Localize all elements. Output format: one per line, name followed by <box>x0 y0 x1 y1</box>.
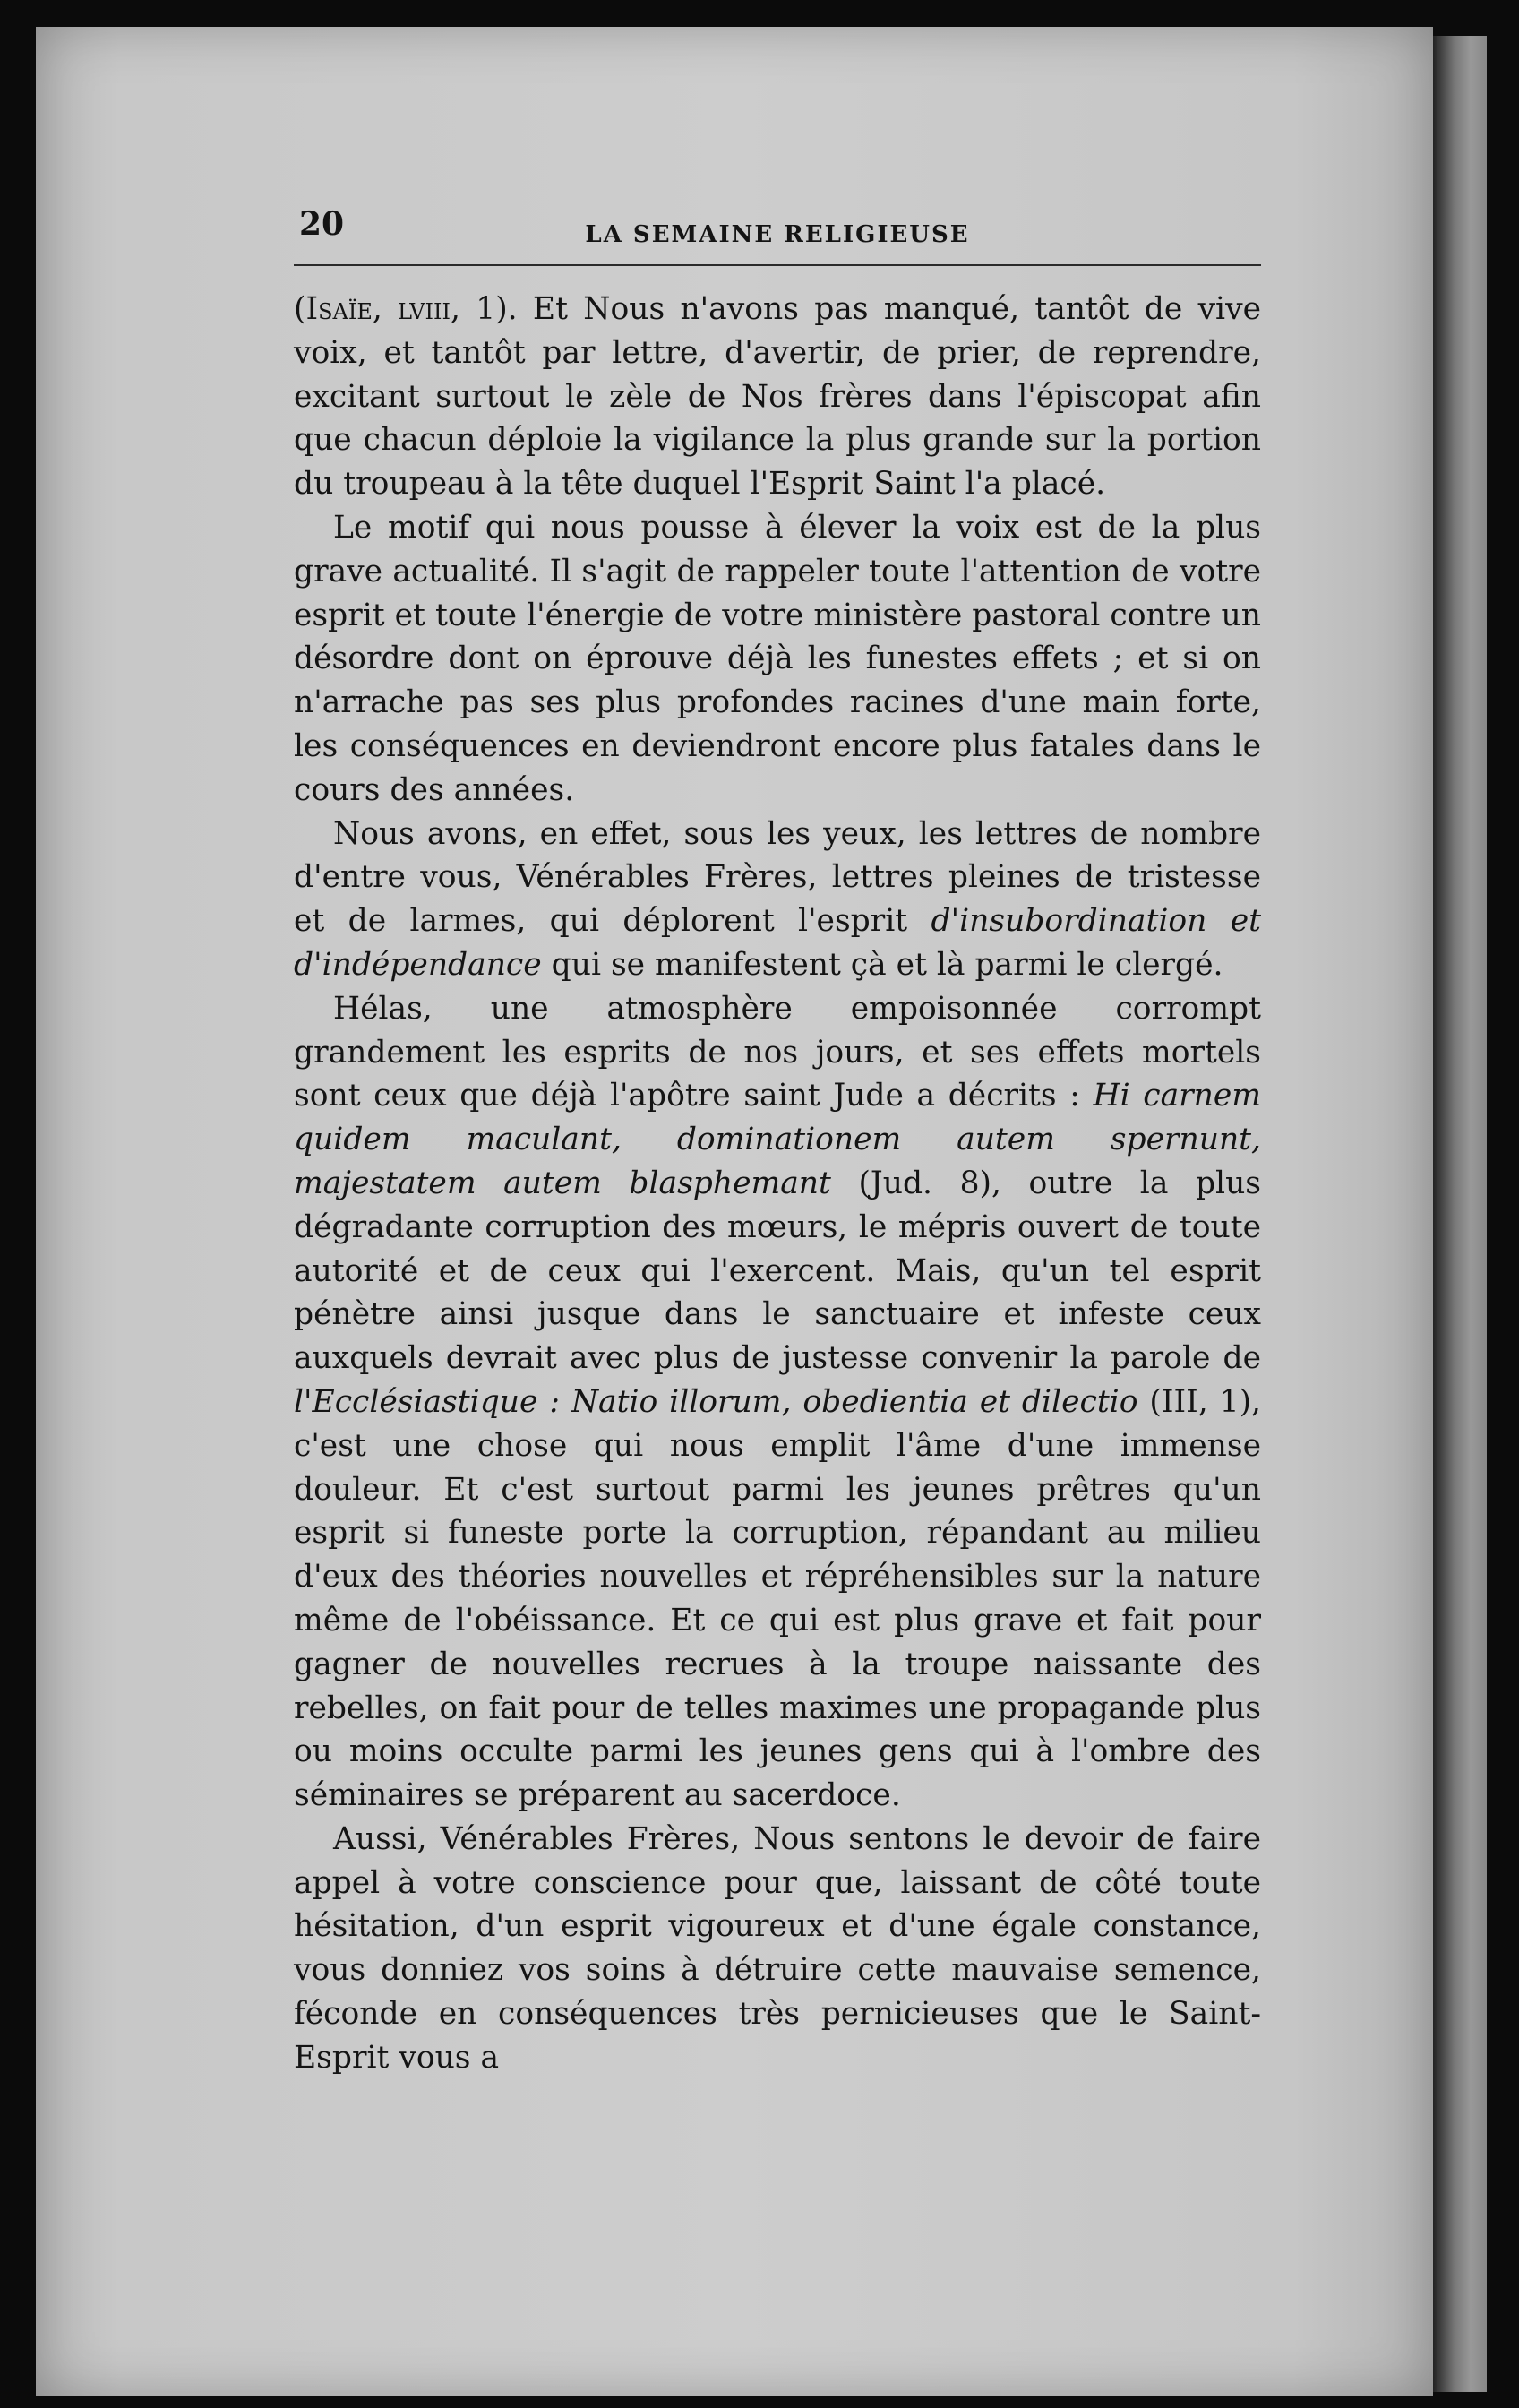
paragraph-2-text: Le motif qui nous pousse à élever la voix est de la plus grave actualité. Il s'agit de rappeler toute l'attention de votre esprit et toute l'énergie de votre ministère pastoral contre un désordre dont on éprouve déjà les funestes effets ; et si on n'arrache pas ses plus profondes racines d'une main forte, les conséquences en deviendront encore plus fatales dans le cours des années. <box>294 509 1261 808</box>
paragraph-3 <box>294 813 1261 987</box>
paragraph-1 <box>294 288 1261 506</box>
paragraph-5-text: Aussi, Vénérables Frères, Nous sentons le devoir de faire appel à votre conscience pour que, laissant de côté toute hésitation, d'un esprit vigoureux et d'une égale constance, vous donniez vos soins à détruire cette mauvaise semence, féconde en conséquences très pernicieuses que le Saint-Esprit vous a <box>294 1820 1261 2076</box>
paragraph-4-text-c: (III, 1), c'est une chose qui nous emplit l'âme d'une immense douleur. Et c'est surtout parmi les jeunes prêtres qu'un esprit si funeste porte la corruption, répandant au milieu d'eux des théories nouvelles et répréhensibles sur la nature même de l'obéissance. Et ce qui est plus grave et fait pour gagner de nouvelles recrues à la troupe naissante des rebelles, on fait pour de telles maximes une propagande plus ou moins occulte parmi les jeunes gens qui à l'ombre des séminaires se préparent au sacerdoce. <box>294 1383 1261 1814</box>
paragraph-4 <box>294 987 1261 1818</box>
body-text <box>294 288 1261 2080</box>
adjacent-page-edge <box>1433 36 1487 2392</box>
page-number: 20 <box>299 205 345 243</box>
paragraph-3-text-a: Nous avons, en effet, sous les yeux, les lettres de nombre d'entre vous, Vénérables Frères, lettres pleines de tristesse et de larmes, qui déplorent l'esprit <box>294 815 1261 940</box>
page-header <box>294 202 1261 266</box>
running-title: LA SEMAINE RELIGIEUSE <box>585 221 970 248</box>
paragraph-3-text-b: qui se manifestent çà et là parmi le clergé. <box>541 946 1223 983</box>
paragraph-4-latin-quote: Hi carnem quidem maculant, dominationem autem spernunt, majestatem autem blasphemant <box>294 1078 1261 1201</box>
paragraph-4-text-b: (Jud. 8), outre la plus dégradante corruption des mœurs, le mépris ouvert de toute autorité et de ceux qui l'exercent. Mais, qu'un tel esprit pénètre ainsi jusque dans le sanctuaire et infeste ceux auxquels devrait avec plus de justesse convenir la parole de <box>294 1165 1261 1377</box>
citation-isaie: (Isaïe, lviii, 1). <box>294 291 533 327</box>
paragraph-2 <box>294 506 1261 813</box>
paragraph-4-text-a: Hélas, une atmosphère empoisonnée corrompt grandement les esprits de nos jours, et ses effets mortels sont ceux que déjà l'apôtre saint Jude a décrits : <box>294 990 1261 1114</box>
paragraph-1-text: Et Nous n'avons pas manqué, tantôt de vive voix, et tantôt par lettre, d'avertir, de prier, de reprendre, excitant surtout le zèle de Nos frères dans l'épiscopat afin que chacun déploie la vigilance la plus grande sur la portion du troupeau à la tête duquel l'Esprit Saint l'a placé. <box>294 291 1261 503</box>
page-content <box>294 202 1261 2080</box>
paragraph-4-ecclesiastique-quote: l'Ecclésiastique : Natio illorum, obedientia et dilectio <box>294 1383 1138 1420</box>
paragraph-5 <box>294 1818 1261 2080</box>
paragraph-3-italic: d'insubordination et d'indépendance <box>294 903 1261 983</box>
